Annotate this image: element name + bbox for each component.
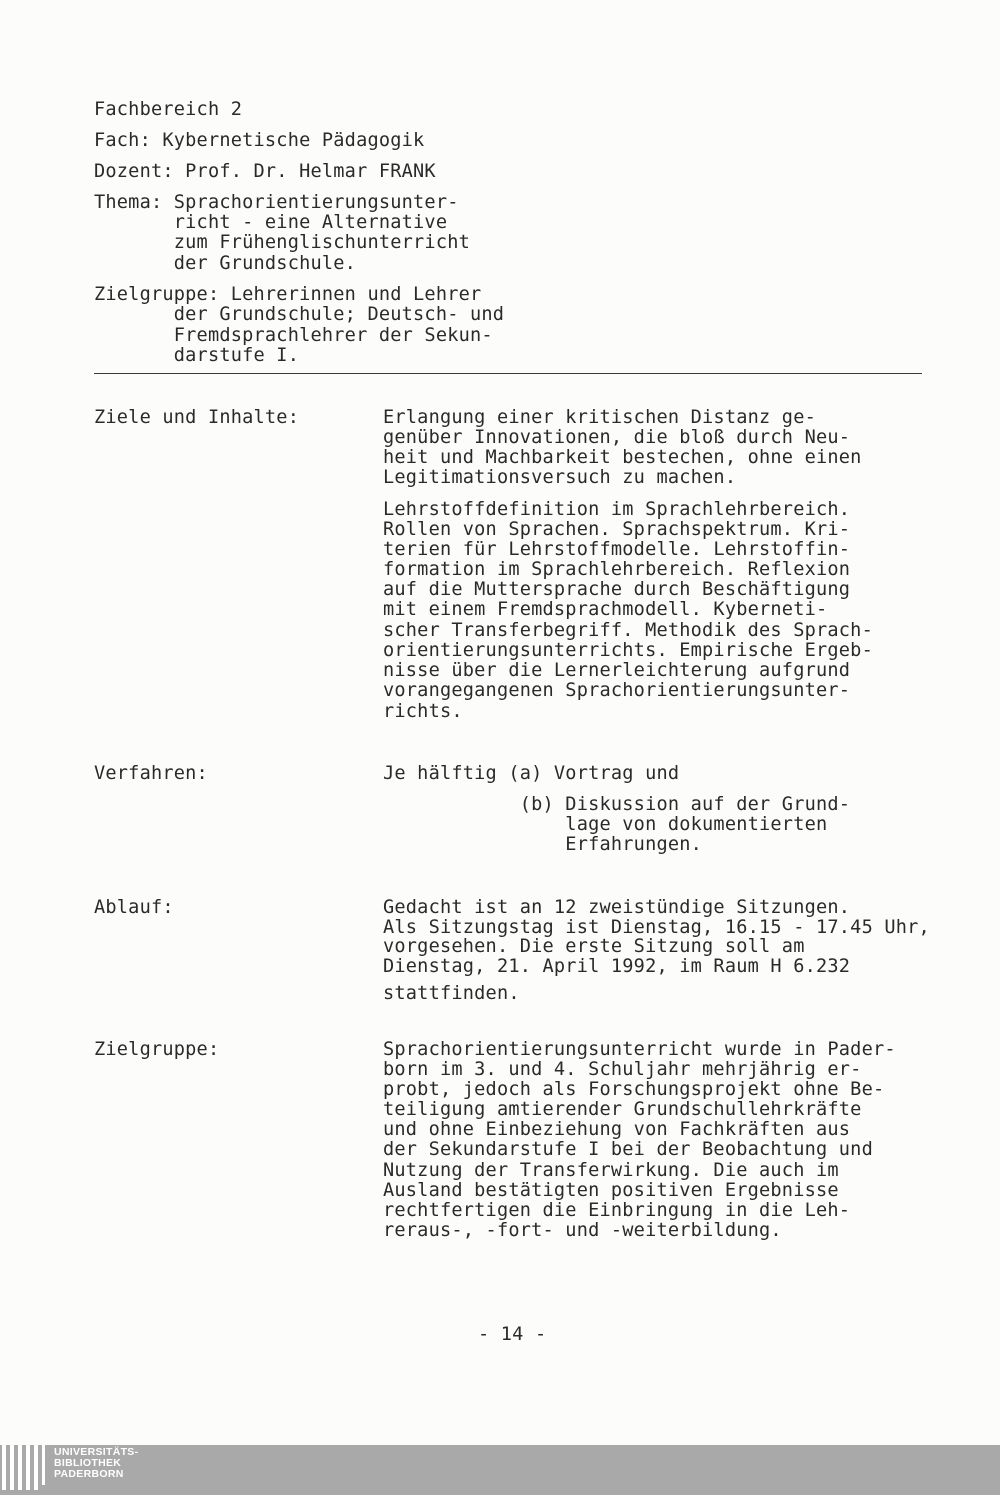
verfahren-text-line: Je hälftig (a) Vortrag und — [383, 763, 680, 784]
logo-text-line: PADERBORN — [54, 1468, 124, 1480]
inhalte-text-line: Rollen von Sprachen. Sprachspektrum. Kri- — [383, 519, 851, 540]
ziele-text-line: heit und Machbarkeit bestechen, ohne einen — [383, 447, 862, 468]
verfahren-text-line: Erfahrungen. — [383, 834, 703, 855]
page-number: - 14 - — [478, 1324, 547, 1345]
ablauf-text-line: Als Sitzungstag ist Dienstag, 16.15 - 17.45 Uhr, — [383, 917, 930, 938]
logo-text-line: UNIVERSITÄTS- — [54, 1446, 139, 1458]
zielgruppe-header-line: darstufe I. — [94, 345, 300, 366]
inhalte-text-line: mit einem Fremdsprachmodell. Kyberneti- — [383, 599, 828, 620]
inhalte-text-line: nisse über die Lernerleichterung aufgrund — [383, 660, 851, 681]
logo-text-line: BIBLIOTHEK — [54, 1457, 122, 1469]
thema-line: richt - eine Alternative — [94, 212, 448, 233]
ablauf-text-line: Dienstag, 21. April 1992, im Raum H 6.232 — [383, 956, 851, 977]
zielgruppe-text-line: probt, jedoch als Forschungsprojekt ohne Be- — [383, 1079, 885, 1100]
ziele-label: Ziele und Inhalte: — [94, 407, 300, 428]
ziele-text-line: Erlangung einer kritischen Distanz ge- — [383, 407, 816, 428]
zielgruppe-text-line: der Sekundarstufe I bei der Beobachtung und — [383, 1139, 873, 1160]
zielgruppe-label: Zielgruppe: — [94, 1039, 220, 1060]
zielgruppe-text-line: Sprachorientierungsunterricht wurde in Pader- — [383, 1039, 896, 1060]
verfahren-text-line: lage von dokumentierten — [383, 814, 828, 835]
inhalte-text-line: vorangegangenen Sprachorientierungsunter- — [383, 680, 851, 701]
zielgruppe-header-line: Zielgruppe: Lehrerinnen und Lehrer — [94, 284, 482, 305]
ablauf-text-line: stattfinden. — [383, 983, 520, 1004]
header-divider — [94, 373, 922, 374]
fach-line: Fach: Kybernetische Pädagogik — [94, 130, 425, 151]
zielgruppe-header-line: Fremdsprachlehrer der Sekun- — [94, 325, 493, 346]
ablauf-text-line: vorgesehen. Die erste Sitzung soll am — [383, 936, 805, 957]
inhalte-text-line: richts. — [383, 701, 463, 722]
ziele-text-line: Legitimationsversuch zu machen. — [383, 467, 737, 488]
fachbereich-line: Fachbereich 2 — [94, 99, 243, 120]
zielgruppe-text-line: teiligung amtierender Grundschullehrkräfte — [383, 1099, 862, 1120]
zielgruppe-text-line: Nutzung der Transferwirkung. Die auch im — [383, 1160, 839, 1181]
dozent-line: Dozent: Prof. Dr. Helmar FRANK — [94, 161, 436, 182]
inhalte-text-line: orientierungsunterrichts. Empirische Ergeb- — [383, 640, 873, 661]
ablauf-label: Ablauf: — [94, 897, 174, 918]
zielgruppe-text-line: born im 3. und 4. Schuljahr mehrjährig er- — [383, 1059, 862, 1080]
zielgruppe-text-line: Ausland bestätigten positiven Ergebnisse — [383, 1180, 839, 1201]
zielgruppe-text-line: rechtfertigen die Einbringung in die Leh- — [383, 1200, 851, 1221]
inhalte-text-line: terien für Lehrstoffmodelle. Lehrstoffin- — [383, 539, 851, 560]
inhalte-text-line: Lehrstoffdefinition im Sprachlehrbereich. — [383, 499, 851, 520]
verfahren-text-line: (b) Diskussion auf der Grund- — [383, 794, 851, 815]
ziele-text-line: genüber Innovationen, die bloß durch Neu- — [383, 427, 851, 448]
zielgruppe-header-line: der Grundschule; Deutsch- und — [94, 304, 505, 325]
thema-line: Thema: Sprachorientierungsunter- — [94, 192, 459, 213]
zielgruppe-text-line: und ohne Einbeziehung von Fachkräften aus — [383, 1119, 851, 1140]
library-logo-text — [54, 1447, 138, 1480]
thema-line: der Grundschule. — [94, 253, 357, 274]
inhalte-text-line: formation im Sprachlehrbereich. Reflexion — [383, 559, 851, 580]
library-footer — [0, 1445, 1000, 1495]
verfahren-label: Verfahren: — [94, 763, 208, 784]
library-logo-icon — [0, 1445, 52, 1495]
zielgruppe-text-line: reraus-, -fort- und -weiterbildung. — [383, 1220, 782, 1241]
thema-line: zum Frühenglischunterricht — [94, 232, 471, 253]
ablauf-text-line: Gedacht ist an 12 zweistündige Sitzungen. — [383, 897, 851, 918]
inhalte-text-line: scher Transferbegriff. Methodik des Sprach- — [383, 620, 873, 641]
inhalte-text-line: auf die Muttersprache durch Beschäftigung — [383, 579, 851, 600]
